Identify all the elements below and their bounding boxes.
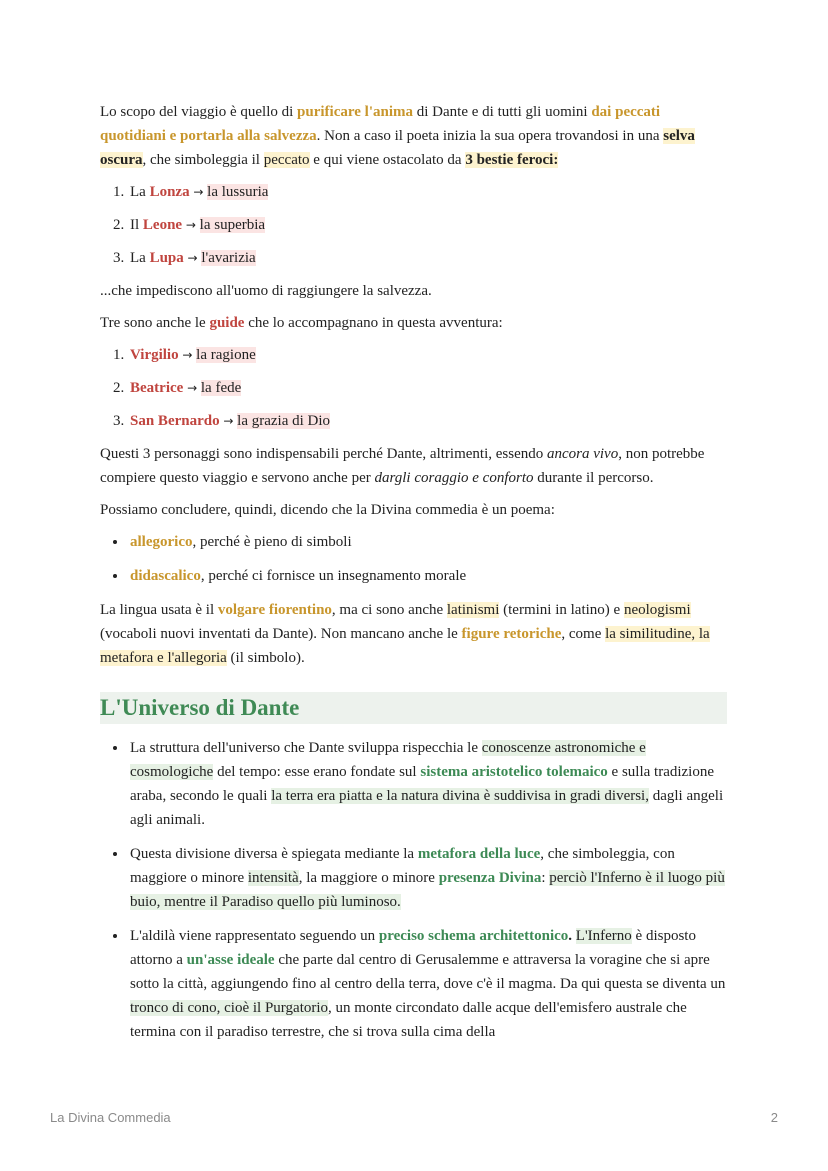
term-latinismi: latinismi: [446, 602, 500, 618]
text: e sulla tradizione araba, secondo le quali: [130, 764, 715, 804]
beast-meaning: la lussuria: [207, 184, 269, 200]
guide-meaning: la grazia di Dio: [237, 413, 331, 429]
text: La: [130, 250, 150, 266]
text: La: [130, 184, 150, 200]
text: Questa divisione diversa è spiegata mediante la: [130, 846, 418, 862]
poem-type-term: didascalico: [130, 568, 201, 584]
term-guide: guide: [209, 315, 245, 331]
text: di Dante e di tutti gli uomini: [413, 104, 592, 120]
beasts-list: [128, 180, 728, 270]
arrow-icon: →: [182, 348, 193, 362]
universe-list: [128, 736, 728, 1044]
guide-name: Beatrice: [130, 380, 184, 396]
arrow-icon: →: [187, 251, 198, 265]
list-item: [128, 842, 728, 914]
term-intensita: intensità: [247, 870, 299, 886]
guide-name: Virgilio: [130, 347, 179, 363]
guide-name: San Bernardo: [130, 413, 220, 429]
list-item: [128, 564, 728, 588]
text: , come: [561, 626, 606, 642]
paragraph-salvezza: ...che impediscono all'uomo di raggiungere la salvezza.: [100, 283, 432, 299]
list-item: [128, 213, 728, 237]
term-ancora-vivo: ancora vivo: [546, 446, 619, 462]
beast-meaning: la superbia: [199, 217, 266, 233]
list-item: [128, 736, 728, 832]
poem-type-term: allegorico: [130, 534, 193, 550]
text: Tre sono anche le: [100, 315, 210, 331]
paragraph-intro: [100, 100, 728, 172]
term-figure-retoriche: figure retoriche: [461, 626, 562, 642]
term-schema: preciso schema architettonico: [378, 928, 569, 944]
text: del tempo: esse erano fondate sul: [213, 764, 421, 780]
term-purgatorio: tronco di cono, cioè il Purgatorio: [130, 1000, 329, 1016]
document-body: [100, 100, 728, 1054]
section-title: L'Universo di Dante: [100, 692, 727, 724]
term-inferno: L'Inferno: [575, 928, 632, 944]
term-coraggio: dargli coraggio e conforto: [374, 470, 534, 486]
term-salvezza: dai peccati quotidiani e portarla alla salvezza: [100, 104, 661, 144]
text: .: [568, 928, 576, 944]
list-item: [128, 530, 728, 554]
text: La lingua usata è il: [100, 602, 218, 618]
text: Questi 3 personaggi sono indispensabili perché Dante, altrimenti, essendo: [100, 446, 547, 462]
list-item: [128, 343, 728, 367]
text: Lo scopo del viaggio è quello di: [100, 104, 298, 120]
term-neologismi: neologismi: [623, 602, 691, 618]
term-purificare: purificare l'anima: [297, 104, 414, 120]
text: Il: [130, 217, 143, 233]
list-item: [128, 924, 728, 1044]
text: (vocaboli nuovi inventati da Dante). Non mancano anche le: [100, 626, 462, 642]
text: , non potrebbe compiere questo viaggio e servono anche per: [100, 446, 705, 486]
paragraph-personaggi: [100, 442, 728, 490]
text: , la maggiore o minore: [298, 870, 439, 886]
term-terra-piatta: la terra era piatta e la natura divina è suddivisa in gradi diversi,: [271, 788, 649, 804]
text: che parte dal centro di Gerusalemme e attraversa la voragine che si apre sotto la città, aggiungendo fino al centro della terra, dove c'è il magma. Da qui questa se diventa un: [130, 952, 726, 992]
guides-list: [128, 343, 728, 433]
poem-types-list: [128, 530, 728, 588]
beast-name: Lonza: [149, 184, 190, 200]
beast-name: Lupa: [149, 250, 184, 266]
beast-meaning: l'avarizia: [201, 250, 256, 266]
term-asse-ideale: un'asse ideale: [186, 952, 275, 968]
text: , ma ci sono anche: [331, 602, 447, 618]
term-inferno-buio: perciò l'Inferno è il luogo più buio, mentre il Paradiso quello più luminoso.: [130, 870, 725, 910]
text: durante il percorso.: [533, 470, 654, 486]
list-item: [128, 409, 728, 433]
text: . Non a caso il poeta inizia la sua opera trovandosi in una: [316, 128, 664, 144]
paragraph-lingua: [100, 598, 728, 670]
list-item: [128, 376, 728, 400]
beast-name: Leone: [142, 217, 183, 233]
paragraph-conclusione: Possiamo concludere, quindi, dicendo che la Divina commedia è un poema:: [100, 502, 555, 518]
list-item: [128, 180, 728, 204]
term-volgare: volgare fiorentino: [217, 602, 332, 618]
text: dagli angeli agli animali.: [130, 788, 724, 828]
paragraph-guides-intro: [100, 311, 728, 335]
text: , perché è pieno di simboli: [192, 534, 352, 550]
list-item: [128, 246, 728, 270]
text: La struttura dell'universo che Dante sviluppa rispecchia le: [130, 740, 482, 756]
text: L'aldilà viene rappresentato seguendo un: [130, 928, 379, 944]
term-bestie: 3 bestie feroci:: [465, 152, 559, 168]
text: e qui viene ostacolato da: [309, 152, 466, 168]
text: è disposto attorno a: [130, 928, 696, 968]
footer-title: La Divina Commedia: [50, 1110, 171, 1125]
arrow-icon: →: [193, 185, 204, 199]
term-presenza-divina: presenza Divina: [438, 870, 542, 886]
term-selva-oscura: selva oscura: [100, 128, 695, 168]
arrow-icon: →: [185, 218, 196, 232]
term-sistema: sistema aristotelico tolemaico: [420, 764, 608, 780]
guide-meaning: la fede: [200, 380, 242, 396]
text: che lo accompagnano in questa avventura:: [244, 315, 503, 331]
text: , che simboleggia il: [142, 152, 264, 168]
text: (il simbolo).: [226, 650, 305, 666]
term-similitudine: la similitudine, la metafora e l'allegoria: [100, 626, 710, 666]
text: , che simboleggia, con maggiore o minore: [130, 846, 675, 886]
text: :: [541, 870, 550, 886]
text: (termini in latino) e: [499, 602, 624, 618]
term-conoscenze: conoscenze astronomiche e cosmologiche: [130, 740, 646, 780]
arrow-icon: →: [223, 414, 234, 428]
text: , un monte circondato dalle acque dell'emisfero australe che termina con il paradiso terrestre, che si trova sulla cima della: [130, 1000, 687, 1040]
guide-meaning: la ragione: [196, 347, 256, 363]
text: , perché ci fornisce un insegnamento morale: [200, 568, 467, 584]
term-peccato: peccato: [263, 152, 310, 168]
term-metafora-luce: metafora della luce: [417, 846, 541, 862]
page-number: 2: [770, 1110, 778, 1125]
arrow-icon: →: [187, 381, 198, 395]
